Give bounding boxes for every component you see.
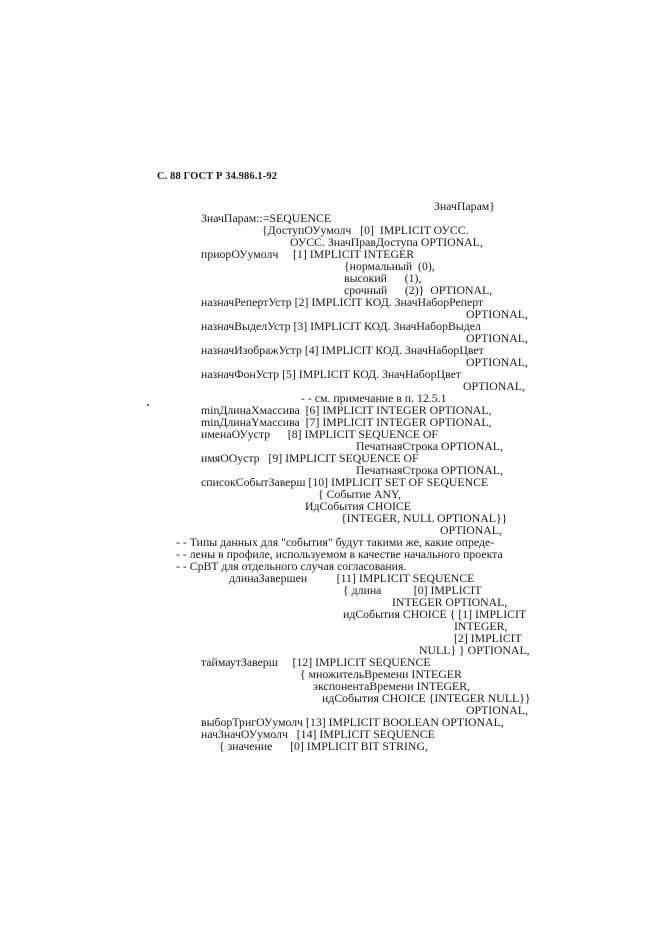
text-line: {INTEGER, NULL OPTIONAL}} [341,511,508,525]
comment-line: - - лены в профиле, используемом в качестве начального проекта [176,547,503,561]
text-line: OPTIONAL, [466,331,528,345]
text-line: { длина [0] IMPLICIT [343,583,482,597]
text-line: имяООустр [9] IMPLICIT SEQUENCE OF [201,451,419,465]
text-line: ЗначПарам} [434,199,495,213]
text-line: [2] IMPLICIT [454,631,522,645]
text-line: OPTIONAL, [463,379,525,393]
text-line: ИдСобытия CHOICE [305,499,411,513]
text-line: INTEGER OPTIONAL, [392,595,508,609]
text-line: идСобытия CHOICE {INTEGER NULL}} [322,691,531,705]
text-line: { значение [0] IMPLICIT BIT STRING, [219,739,428,753]
comment-line: - - см. примечание в п. 12.5.1 [301,391,447,405]
text-line: OPTIONAL, [466,703,528,717]
text-line: { Событие ANY, [318,487,401,501]
text-line: назначВыделУстр [3] IMPLICIT КОД. ЗначНаборВыдел [201,319,481,333]
text-line: назначИзображУстр [4] IMPLICIT КОД. ЗначНаборЦвет [201,343,484,357]
text-line: ПечатнаяСтрока OPTIONAL, [356,439,503,453]
text-line: назначФонУстр [5] IMPLICIT КОД. ЗначНаборЦвет [201,367,461,381]
text-line: начЗначОУумолч [14] IMPLICIT SEQUENCE [201,727,435,741]
text-line: таймаутЗаверш [12] IMPLICIT SEQUENCE [201,655,431,669]
text-line: { множительВремени INTEGER [300,667,462,681]
text-line: OPTIONAL, [466,307,528,321]
text-line: ЗначПарам::=SEQUENCE [201,211,332,225]
text-line: {нормальный (0), [344,259,435,273]
text-line: ОУСС. ЗначПравДоступа OPTIONAL, [290,235,483,249]
page-header: С. 88 ГОСТ Р 34.986.1-92 [157,171,278,182]
text-line: minДлинаYмассива [7] IMPLICIT INTEGER OPTIONAL, [201,415,492,429]
text-line: NULL} } OPTIONAL, [419,643,530,657]
text-line: OPTIONAL, [440,523,502,537]
text-line: списокСобытЗаверш [10] IMPLICIT SET OF SEQUENCE [201,475,489,489]
text-line: INTEGER, [454,619,508,633]
text-line: minДлинаXмассива [6] IMPLICIT INTEGER OPTIONAL, [201,403,492,417]
text-line: длинаЗавершен [11] IMPLICIT SEQUENCE [229,571,475,585]
text-line: назначРепертУстр [2] IMPLICIT КОД. ЗначНаборРеперт [201,295,484,309]
text-line: ПечатнаяСтрока OPTIONAL, [356,463,503,477]
scan-speck [147,404,149,406]
comment-line: - - Типы данных для "события" будут такими же, какие опреде- [176,535,495,549]
text-line: приорОУумолч [1] IMPLICIT INTEGER [201,247,415,261]
text-line: идСобытия CHOICE { [1] IMPLICIT [343,607,527,621]
text-line: OPTIONAL, [466,355,528,369]
text-line: экспонентаВремени INTEGER, [313,679,471,693]
text-line: срочный (2)} OPTIONAL, [344,283,493,297]
comment-line: - - СрВТ для отдельного случая согласования. [176,559,407,573]
text-line: именаОУустр [8] IMPLICIT SEQUENCE OF [201,427,438,441]
text-line: выборТригОУумолч [13] IMPLICIT BOOLEAN OPTIONAL, [201,715,504,729]
text-line: {ДоступОУумолч [0] IMPLICIT ОУСС. [262,223,469,237]
text-line: высокий (1), [344,271,422,285]
